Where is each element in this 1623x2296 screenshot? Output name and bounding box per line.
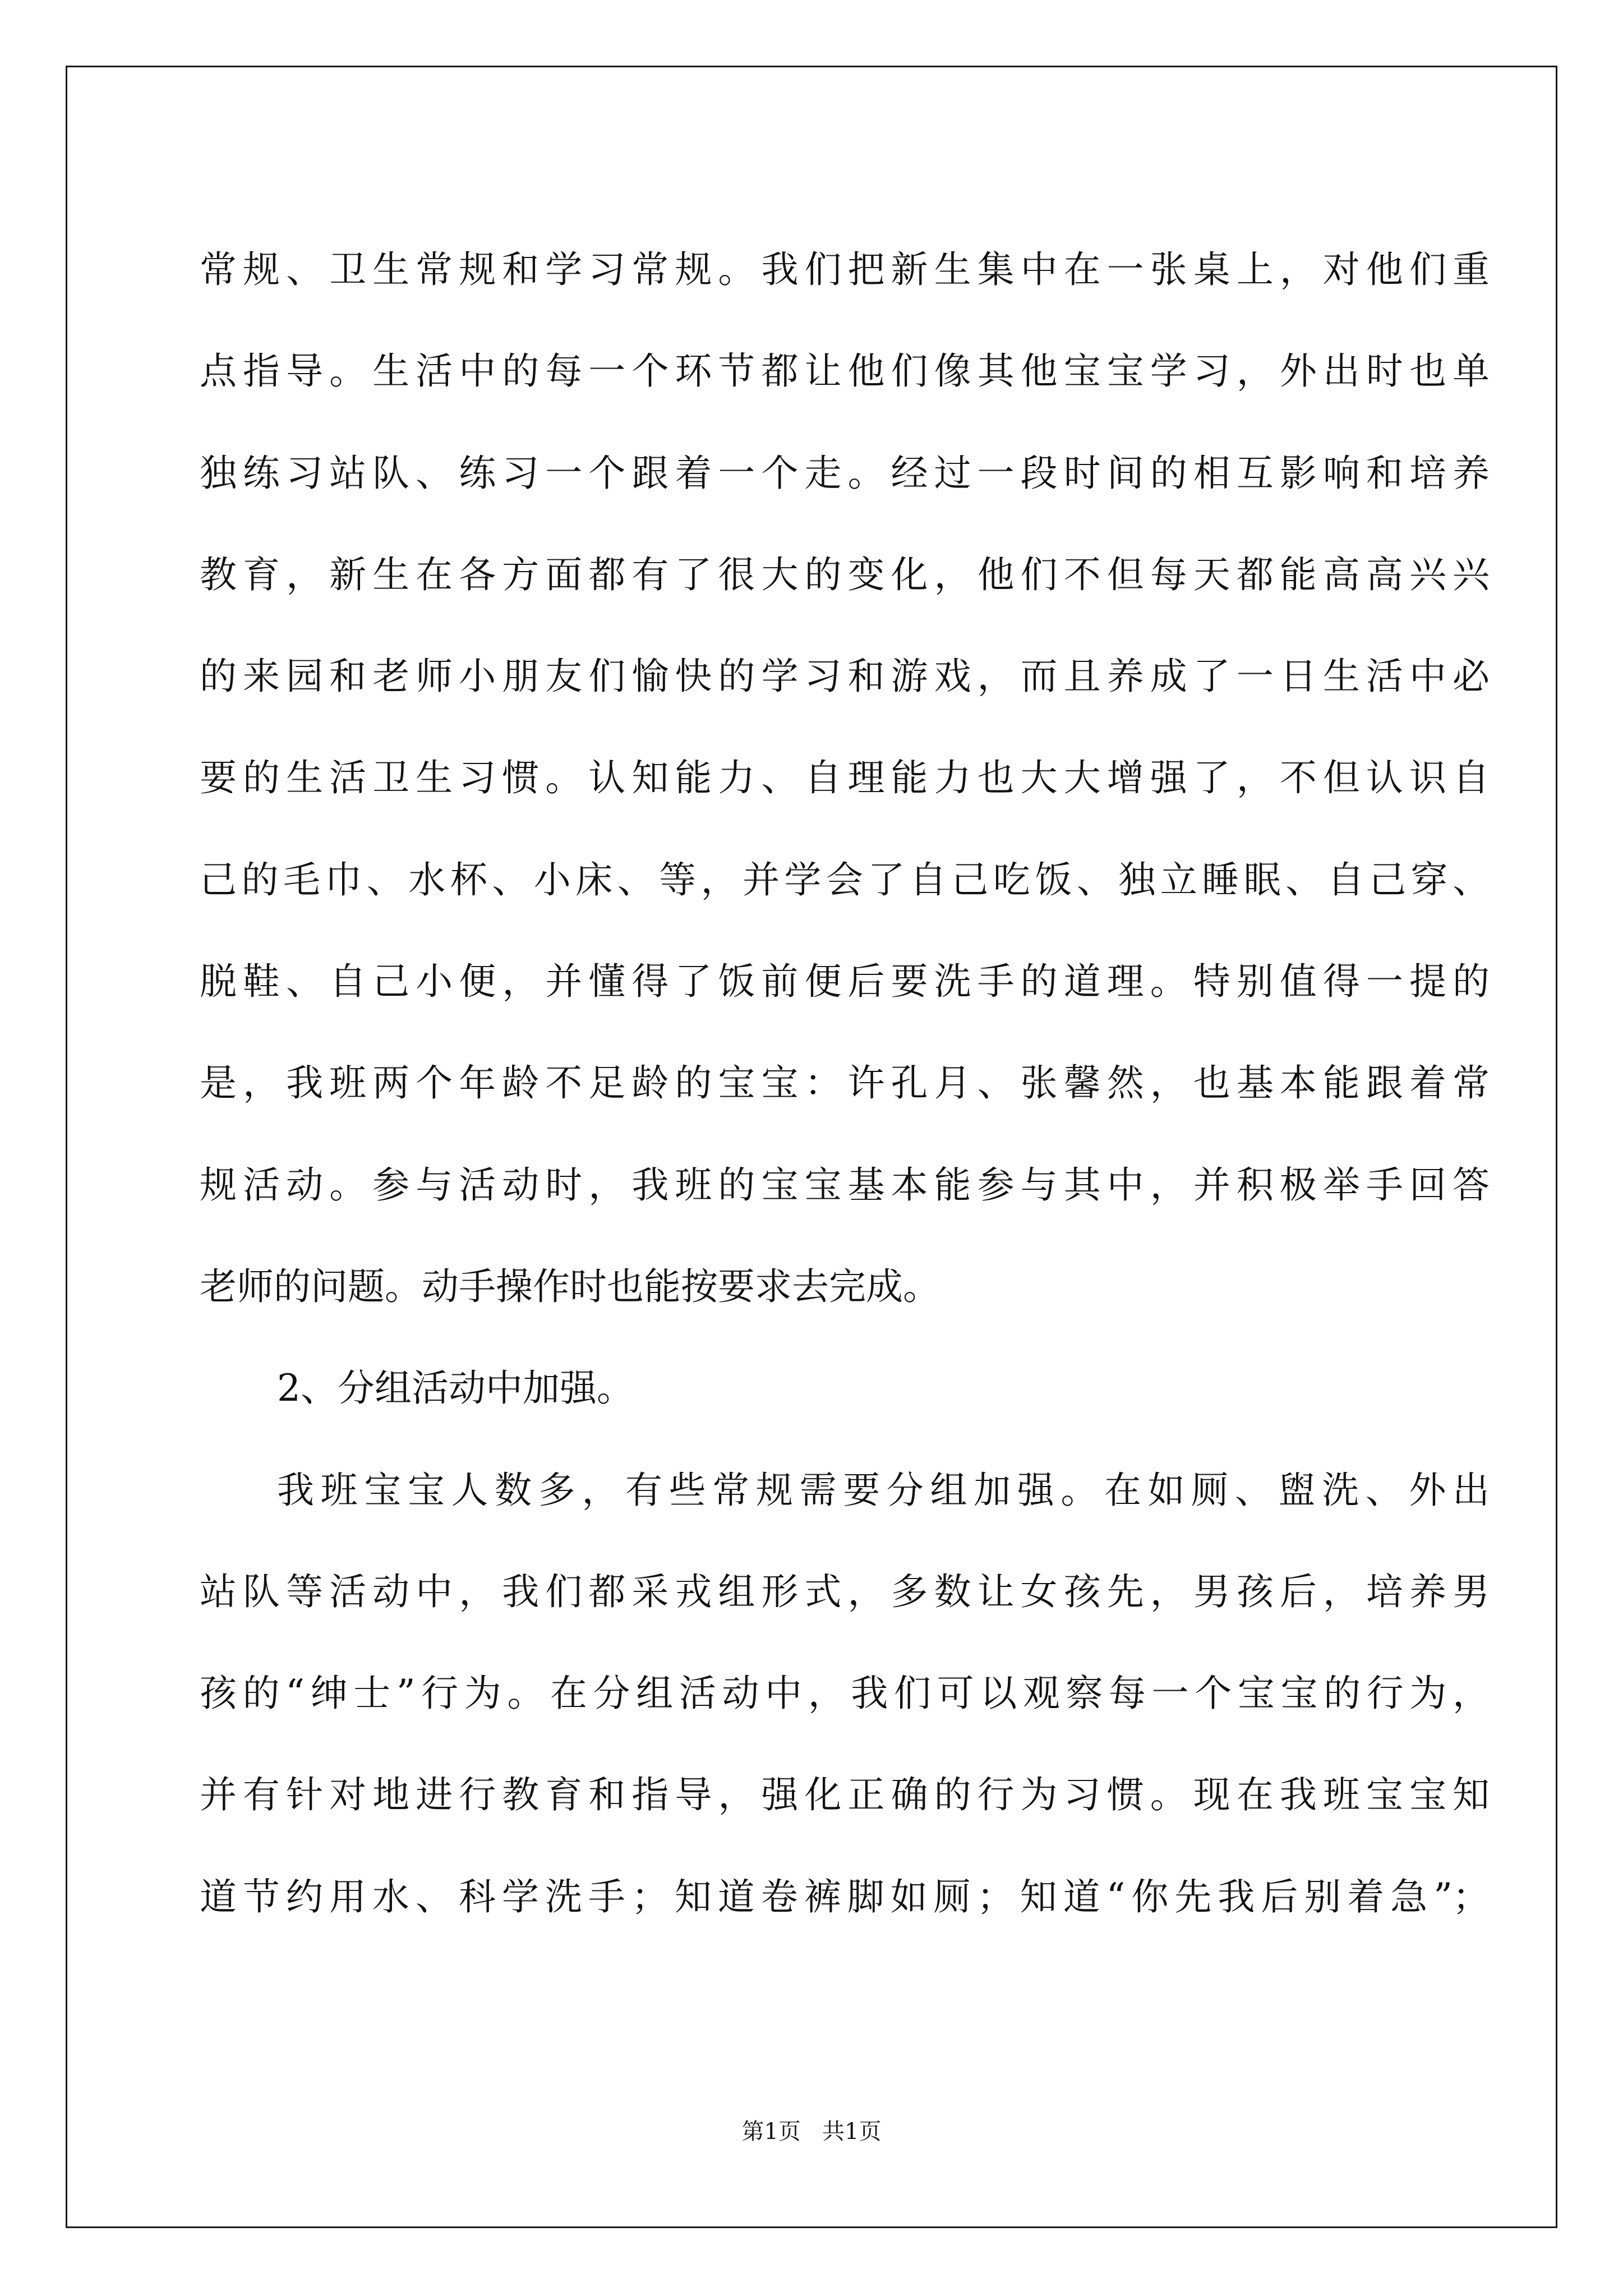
text-line: 并有针对地进行教育和指导，强化正确的行为习惯。现在我班宝宝知: [200, 1773, 1490, 1817]
text-line: 常规、卫生常规和学习常规。我们把新生集中在一张桌上，对他们重: [200, 248, 1490, 291]
text-line: 我班宝宝人数多，有些常规需要分组加强。在如厕、盥洗、外出: [277, 1468, 1490, 1512]
text-line: 脱鞋、自己小便，并懂得了饭前便后要洗手的道理。特别值得一提的: [200, 960, 1490, 1004]
page-number-footer: 第1页 共1页: [741, 2119, 882, 2145]
text-line: 的来园和老师小朋友们愉快的学习和游戏，而且养成了一日生活中必: [200, 655, 1490, 698]
text-line: 要的生活卫生习惯。认知能力、自理能力也大大增强了，不但认识自: [200, 756, 1490, 800]
text-line: 教育，新生在各方面都有了很大的变化，他们不但每天都能高高兴兴: [200, 553, 1490, 596]
text-line: 站队等活动中，我们都采戎组形式，多数让女孩先，男孩后，培养男: [200, 1570, 1490, 1613]
text-line: 独练习站队、练习一个跟着一个走。经过一段时间的相互影响和培养: [200, 451, 1490, 495]
text-line: 老师的问题。动手操作时也能按要求去完成。: [200, 1264, 940, 1308]
text-line: 道节约用水、科学洗手；知道卷裤脚如厕；知道“你先我后别着急”；: [200, 1875, 1490, 1918]
text-line: 规活动。参与活动时，我班的宝宝基本能参与其中，并积极举手回答: [200, 1163, 1490, 1207]
text-line: 己的毛巾、水杯、小床、等，并学会了自己吃饭、独立睡眠、自己穿、: [200, 858, 1490, 901]
document-body: [200, 219, 1490, 1948]
text-line: 是，我班两个年龄不足龄的宝宝：许孔月、张馨然，也基本能跟着常: [200, 1061, 1490, 1105]
text-line: 孩的“绅士”行为。在分组活动中，我们可以观察每一个宝宝的行为，: [200, 1672, 1490, 1715]
text-line: 点指导。生活中的每一个环节都让他们像其他宝宝学习，外出时也单: [200, 349, 1490, 393]
section-heading: 2、分组活动中加强。: [277, 1366, 634, 1410]
